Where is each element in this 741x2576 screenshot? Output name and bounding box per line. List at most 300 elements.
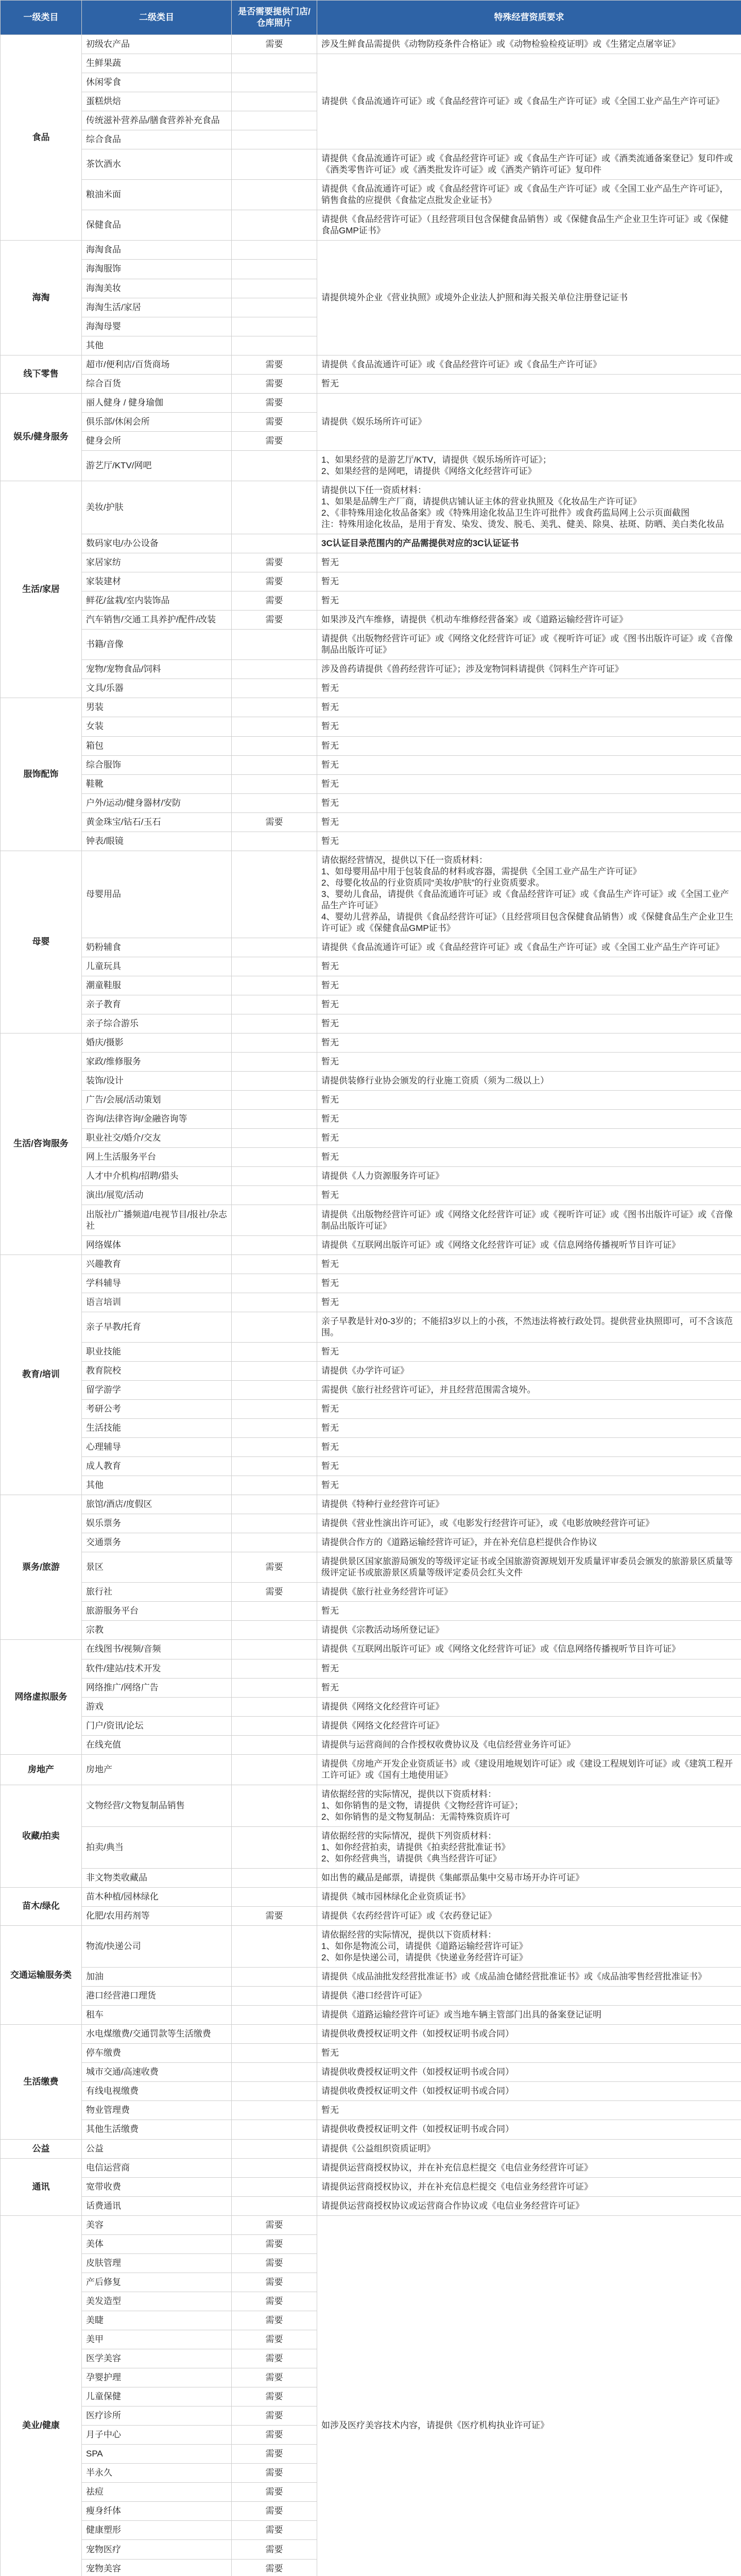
category-level2: 网络推广/网络广告	[82, 1678, 232, 1697]
category-level2: 港口经营港口理货	[82, 1987, 232, 2006]
category-level2: 海淘食品	[82, 241, 232, 260]
qualification-requirement: 涉及兽药请提供《兽药经营许可证》；涉及宠物饲料请提供《饲料生产许可证》	[317, 660, 741, 679]
photo-required	[232, 736, 317, 755]
qualification-requirement: 暂无	[317, 2101, 741, 2120]
category-level2: 黄金珠宝/钻石/玉石	[82, 812, 232, 832]
qualification-requirement: 请提供收费授权证明文件（如授权证明书或合同）	[317, 2120, 741, 2139]
table-row	[1, 2177, 741, 2196]
qualification-requirement: 请提供《食品经营许可证》（且经营项目包含保健食品销售）或《保健食品生产企业卫生许可证》或《保健食品GMP证书》	[317, 210, 741, 241]
category-level2: 其他生活缴费	[82, 2120, 232, 2139]
category-level2: 门户/资讯/论坛	[82, 1716, 232, 1735]
table-row	[1, 1552, 741, 1583]
category-level2: 语言培训	[82, 1293, 232, 1312]
category-level2: 网络媒体	[82, 1235, 232, 1255]
qualification-requirement: 请提供《娱乐场所许可证》	[317, 393, 741, 450]
photo-required	[232, 2196, 317, 2215]
photo-required: 需要	[232, 2215, 317, 2234]
photo-required	[232, 1602, 317, 1621]
qualification-requirement: 暂无	[317, 1129, 741, 1148]
category-level1: 线下零售	[1, 355, 82, 393]
qualification-requirement: 请提供《人力资源服务许可证》	[317, 1167, 741, 1186]
category-level2: 水电煤缴费/交通罚款等生活缴费	[82, 2025, 232, 2044]
table-row	[1, 1987, 741, 2006]
qualification-requirement: 请提供《出版物经营许可证》或《网络文化经营许可证》或《视听许可证》或《图书出版许可证》或《音像制品出版许可证》	[317, 1205, 741, 1235]
photo-required: 需要	[232, 412, 317, 431]
category-level2: 产后修复	[82, 2273, 232, 2292]
category-level2: 亲子早教/托育	[82, 1312, 232, 1342]
category-level2: 孕婴护理	[82, 2368, 232, 2387]
qualification-requirement: 亲子早教是针对0-3岁的；不能招3岁以上的小孩，不然违法将被行政处罚。提供营业执照即可，可不含该范围。	[317, 1312, 741, 1342]
category-level1: 教育/培训	[1, 1255, 82, 1495]
table-row	[1, 793, 741, 812]
qualification-requirement: 暂无	[317, 717, 741, 736]
table-row	[1, 995, 741, 1014]
qualification-requirement: 暂无	[317, 1457, 741, 1476]
table-row	[1, 241, 741, 260]
qualification-requirement: 请提供《道路运输经营许可证》或当地车辆主管部门出具的备案登记证明	[317, 2006, 741, 2025]
category-level2: 亲子综合游乐	[82, 1014, 232, 1033]
photo-required	[232, 2120, 317, 2139]
category-level2: 游戏	[82, 1697, 232, 1716]
category-level2: 职业技能	[82, 1342, 232, 1361]
table-row	[1, 2215, 741, 2234]
table-row	[1, 938, 741, 957]
category-level2: 美甲	[82, 2330, 232, 2349]
qualification-requirement: 请提供《办学许可证》	[317, 1361, 741, 1380]
category-level2: 咨询/法律咨询/金融咨询等	[82, 1110, 232, 1129]
table-row	[1, 1659, 741, 1678]
category-level2: 鞋靴	[82, 774, 232, 793]
table-row	[1, 1906, 741, 1925]
category-level2: 宠物/宠物食品/饲料	[82, 660, 232, 679]
category-level2: 医疗诊所	[82, 2406, 232, 2426]
photo-required	[232, 111, 317, 130]
table-row	[1, 1235, 741, 1255]
table-row	[1, 698, 741, 717]
qualification-requirement: 暂无	[317, 755, 741, 774]
photo-required: 需要	[232, 1906, 317, 1925]
table-row	[1, 630, 741, 660]
category-level2: 综合服饰	[82, 755, 232, 774]
qualification-requirement: 暂无	[317, 1399, 741, 1418]
category-level2: 其他	[82, 1476, 232, 1495]
qualification-requirement: 请依据经营的实际情况，提供以下资质材料： 1、如你销售的是文物，请提供《文物经营许可证》； 2、如你销售的是文物复制品：无需特殊资质许可	[317, 1785, 741, 1826]
table-row	[1, 1274, 741, 1293]
qualification-requirement: 请提供《特种行业经营许可证》	[317, 1495, 741, 1514]
table-row	[1, 2120, 741, 2139]
photo-required	[232, 279, 317, 298]
qualification-requirement: 请提供《农药经营许可证》或《农药登记证》	[317, 1906, 741, 1925]
category-level2: 拍卖/典当	[82, 1826, 232, 1868]
photo-required	[232, 1457, 317, 1476]
table-row	[1, 1785, 741, 1826]
table-row	[1, 1640, 741, 1659]
category-level2: 皮肤管理	[82, 2253, 232, 2273]
category-level2: 软件/建站/技术开发	[82, 1659, 232, 1678]
category-level2: 租车	[82, 2006, 232, 2025]
photo-required	[232, 92, 317, 111]
category-level2: 户外/运动/健身器材/安防	[82, 793, 232, 812]
table-row	[1, 1110, 741, 1129]
table-row	[1, 1129, 741, 1148]
qualification-requirement: 请提供《港口经营许可证》	[317, 1987, 741, 2006]
category-level2: 保健食品	[82, 210, 232, 241]
table-row	[1, 2139, 741, 2158]
photo-required	[232, 1476, 317, 1495]
category-level1: 海淘	[1, 241, 82, 355]
category-level1: 娱乐/健身服务	[1, 393, 82, 481]
table-row	[1, 1514, 741, 1533]
category-level2: 家政/维修服务	[82, 1053, 232, 1072]
qualification-requirement: 请提供《旅行社业务经营许可证》	[317, 1583, 741, 1602]
table-row	[1, 1926, 741, 1968]
table-row	[1, 210, 741, 241]
photo-required	[232, 2158, 317, 2177]
category-level2: 在线充值	[82, 1735, 232, 1754]
table-row	[1, 450, 741, 481]
photo-required	[232, 1380, 317, 1399]
table-row	[1, 1678, 741, 1697]
table-row	[1, 1602, 741, 1621]
category-level1: 房地产	[1, 1754, 82, 1785]
table-row	[1, 1091, 741, 1110]
table-row	[1, 2044, 741, 2063]
header-requirement: 特殊经营资质要求	[317, 1, 741, 35]
qualification-requirement: 暂无	[317, 995, 741, 1014]
photo-required	[232, 2025, 317, 2044]
category-level2: 网上生活服务平台	[82, 1148, 232, 1167]
photo-required	[232, 1785, 317, 1826]
category-level2: 职业社交/婚介/交友	[82, 1129, 232, 1148]
photo-required: 需要	[232, 35, 317, 54]
photo-required	[232, 1205, 317, 1235]
category-level2: 海淘服饰	[82, 260, 232, 279]
photo-required: 需要	[232, 2273, 317, 2292]
photo-required	[232, 1072, 317, 1091]
table-row	[1, 572, 741, 591]
photo-required	[232, 660, 317, 679]
category-level2: 公益	[82, 2139, 232, 2158]
category-level2: 教育院校	[82, 1361, 232, 1380]
qualification-requirement: 暂无	[317, 1053, 741, 1072]
category-level1: 公益	[1, 2139, 82, 2158]
qualification-requirement: 请提供《成品油批发经营批准证书》或《成品油仓储经营批准证书》或《成品油零售经营批准证书》	[317, 1968, 741, 1987]
qualification-requirement: 请提供《公益组织资质证明》	[317, 2139, 741, 2158]
photo-required	[232, 260, 317, 279]
table-body	[1, 35, 741, 2576]
photo-required	[232, 1312, 317, 1342]
category-level1: 美业/健康	[1, 2215, 82, 2576]
photo-required	[232, 1887, 317, 1906]
qualification-requirement: 暂无	[317, 832, 741, 851]
qualification-requirement: 暂无	[317, 812, 741, 832]
qualification-requirement: 暂无	[317, 976, 741, 995]
photo-required	[232, 1014, 317, 1033]
category-level2: 祛痘	[82, 2483, 232, 2502]
photo-required: 需要	[232, 812, 317, 832]
photo-required	[232, 1640, 317, 1659]
table-row	[1, 149, 741, 180]
qualification-requirement: 请依据经营的实际情况，提供以下资质材料： 1、如你是物流公司，请提供《道路运输经营许可证》 2、如你是快递公司，请提供《快递业务经营许可证》	[317, 1926, 741, 1968]
category-level2: 景区	[82, 1552, 232, 1583]
photo-required: 需要	[232, 2253, 317, 2273]
category-level2: 传统滋补营养品/膳食营养补充食品	[82, 111, 232, 130]
category-level2: 初级农产品	[82, 35, 232, 54]
table-row	[1, 1380, 741, 1399]
category-level2: 茶饮酒水	[82, 149, 232, 180]
category-level1: 收藏/拍卖	[1, 1785, 82, 1887]
category-level2: 钟表/眼镜	[82, 832, 232, 851]
category-level2: 俱乐部/休闲会所	[82, 412, 232, 431]
photo-required	[232, 976, 317, 995]
photo-required: 需要	[232, 393, 317, 412]
photo-required	[232, 1293, 317, 1312]
category-level2: 美容	[82, 2215, 232, 2234]
category-level2: 美睫	[82, 2311, 232, 2330]
photo-required	[232, 630, 317, 660]
table-row	[1, 355, 741, 374]
photo-required	[232, 1399, 317, 1418]
qualification-requirement: 暂无	[317, 793, 741, 812]
table-row	[1, 374, 741, 393]
photo-required	[232, 1514, 317, 1533]
table-row	[1, 2063, 741, 2082]
header-photo: 是否需要提供门店/仓库照片	[232, 1, 317, 35]
photo-required: 需要	[232, 431, 317, 450]
table-row	[1, 774, 741, 793]
category-level2: 美妆/护肤	[82, 481, 232, 534]
qualification-requirement: 暂无	[317, 553, 741, 572]
photo-required	[232, 241, 317, 260]
photo-required	[232, 1091, 317, 1110]
category-level2: 城市交通/高速收费	[82, 2063, 232, 2082]
table-row	[1, 1342, 741, 1361]
category-level2: 潮童鞋服	[82, 976, 232, 995]
category-level2: SPA	[82, 2445, 232, 2464]
qualification-requirement: 请提供收费授权证明文件（如授权证明书或合同）	[317, 2025, 741, 2044]
qualification-requirement: 暂无	[317, 698, 741, 717]
qualification-requirement: 请提供以下任一资质材料： 1、如果是品牌生产厂商，请提供店铺认证主体的营业执照及《化妆品生产许可证》 2、《非特殊用途化妆品备案》或《特殊用途化妆品卫生许可批件》或食药监局网上公示页面截图 注：特殊用途化妆品，是用于育发、染发、烫发、脱毛、美乳、健美、除臭、祛斑、防晒、美白类化妆品	[317, 481, 741, 534]
photo-required	[232, 957, 317, 976]
category-level1: 母婴	[1, 851, 82, 1033]
category-level2: 成人教育	[82, 1457, 232, 1476]
category-level1: 票务/旅游	[1, 1495, 82, 1640]
category-level2: 半永久	[82, 2464, 232, 2483]
category-level2: 电信运营商	[82, 2158, 232, 2177]
category-level2: 母婴用品	[82, 851, 232, 938]
photo-required	[232, 1968, 317, 1987]
category-level2: 月子中心	[82, 2426, 232, 2445]
qualification-requirement: 暂无	[317, 1255, 741, 1274]
qualification-requirement: 如果涉及汽车维修，请提供《机动车维修经营备案》或《道路运输经营许可证》	[317, 611, 741, 630]
category-level2: 加油	[82, 1968, 232, 1987]
photo-required	[232, 130, 317, 149]
photo-required	[232, 1533, 317, 1552]
qualification-requirement: 暂无	[317, 1602, 741, 1621]
qualification-requirement: 暂无	[317, 374, 741, 393]
category-level2: 家装建材	[82, 572, 232, 591]
qualification-requirement: 请提供景区国家旅游局颁发的等级评定证书或全国旅游资源规划开发质量评审委员会颁发的旅游景区质量等级评定证书或旅游景区质量等级评定委员会红头文件	[317, 1552, 741, 1583]
category-level2: 旅游服务平台	[82, 1602, 232, 1621]
qualification-requirement: 请提供《食品流通许可证》或《食品经营许可证》或《食品生产许可证》或《全国工业产品生产许可证》	[317, 938, 741, 957]
qualification-requirement: 暂无	[317, 1186, 741, 1205]
table-row	[1, 481, 741, 534]
category-level2: 海淘生活/家居	[82, 298, 232, 317]
photo-required	[232, 1274, 317, 1293]
category-level2: 旅馆/酒店/度假区	[82, 1495, 232, 1514]
photo-required	[232, 1716, 317, 1735]
photo-required: 需要	[232, 374, 317, 393]
table-row	[1, 1014, 741, 1033]
photo-required	[232, 1868, 317, 1887]
category-level2: 海淘美妆	[82, 279, 232, 298]
photo-required: 需要	[232, 2559, 317, 2576]
photo-required	[232, 1438, 317, 1457]
qualification-requirement: 请提供运营商授权协议，并在补充信息栏提交《电信业务经营许可证》	[317, 2177, 741, 2196]
photo-required: 需要	[232, 2521, 317, 2540]
category-level2: 化肥/农用药剂等	[82, 1906, 232, 1925]
category-level2: 物业管理费	[82, 2101, 232, 2120]
table-row	[1, 591, 741, 611]
category-level2: 休闲零食	[82, 73, 232, 92]
photo-required: 需要	[232, 2311, 317, 2330]
qualification-requirement: 暂无	[317, 1678, 741, 1697]
category-level2: 宽带收费	[82, 2177, 232, 2196]
category-level2: 亲子教育	[82, 995, 232, 1014]
table-row	[1, 851, 741, 938]
photo-required	[232, 1053, 317, 1072]
category-level2: 鲜花/盆栽/室内装饰品	[82, 591, 232, 611]
table-row	[1, 54, 741, 73]
table-row	[1, 1716, 741, 1735]
qualification-requirement: 请提供《营业性演出许可证》，或《电影发行经营许可证》，或《电影放映经营许可证》	[317, 1514, 741, 1533]
category-level1: 食品	[1, 35, 82, 241]
category-level2: 箱包	[82, 736, 232, 755]
qualification-requirement: 请提供收费授权证明文件（如授权证明书或合同）	[317, 2082, 741, 2101]
photo-required	[232, 774, 317, 793]
qualification-requirement: 请提供《食品流通许可证》或《食品经营许可证》或《食品生产许可证》或《全国工业产品生产许可证》	[317, 54, 741, 149]
qualification-requirement: 暂无	[317, 1033, 741, 1053]
qualification-requirement: 暂无	[317, 591, 741, 611]
photo-required	[232, 2139, 317, 2158]
qualification-requirement: 暂无	[317, 1110, 741, 1129]
photo-required	[232, 679, 317, 698]
photo-required	[232, 938, 317, 957]
qualification-requirement: 请提供《城市园林绿化企业资质证书》	[317, 1887, 741, 1906]
category-level2: 儿童保健	[82, 2387, 232, 2406]
category-level1: 苗木/绿化	[1, 1887, 82, 1925]
category-level2: 人才中介机构/招聘/猎头	[82, 1167, 232, 1186]
category-level2: 宠物美容	[82, 2559, 232, 2576]
photo-required: 需要	[232, 2330, 317, 2349]
table-row	[1, 1205, 741, 1235]
qualification-requirement: 暂无	[317, 1438, 741, 1457]
photo-required: 需要	[232, 2445, 317, 2464]
category-level2: 美发造型	[82, 2292, 232, 2311]
qualification-requirement: 涉及生鲜食品需提供《动物防疫条件合格证》或《动物检验检疫证明》或《生猪定点屠宰证》	[317, 35, 741, 54]
qualification-requirement: 暂无	[317, 1418, 741, 1437]
qualification-requirement: 请提供合作方的《道路运输经营许可证》，并在补充信息栏提供合作协议	[317, 1533, 741, 1552]
table-row	[1, 1697, 741, 1716]
table-row	[1, 1399, 741, 1418]
table-row	[1, 1476, 741, 1495]
table-row	[1, 1255, 741, 1274]
category-level2: 健身会所	[82, 431, 232, 450]
qualification-requirement: 请提供运营商授权协议，并在补充信息栏提交《电信业务经营许可证》	[317, 2158, 741, 2177]
qualification-requirement: 请提供《食品流通许可证》或《食品经营许可证》或《食品生产许可证》	[317, 355, 741, 374]
category-level2: 男装	[82, 698, 232, 717]
photo-required	[232, 1342, 317, 1361]
qualification-requirement: 暂无	[317, 679, 741, 698]
category-level1: 服饰配饰	[1, 698, 82, 851]
table-row	[1, 976, 741, 995]
photo-required: 需要	[232, 2483, 317, 2502]
photo-required	[232, 73, 317, 92]
photo-required	[232, 450, 317, 481]
category-level2: 出版社/广播频道/电视节目/报社/杂志社	[82, 1205, 232, 1235]
photo-required	[232, 298, 317, 317]
table-row	[1, 2082, 741, 2101]
category-level2: 综合食品	[82, 130, 232, 149]
table-row	[1, 755, 741, 774]
category-level1: 通讯	[1, 2158, 82, 2215]
table-row	[1, 2025, 741, 2044]
photo-required	[232, 54, 317, 73]
table-row	[1, 1167, 741, 1186]
photo-required	[232, 1621, 317, 1640]
photo-required: 需要	[232, 2426, 317, 2445]
category-level2: 文物经营/文物复制品销售	[82, 1785, 232, 1826]
photo-required	[232, 1033, 317, 1053]
category-level2: 综合百货	[82, 374, 232, 393]
photo-required	[232, 1235, 317, 1255]
qualification-requirement: 暂无	[317, 957, 741, 976]
category-level2: 留学游学	[82, 1380, 232, 1399]
photo-required: 需要	[232, 2368, 317, 2387]
photo-required	[232, 851, 317, 938]
table-row	[1, 957, 741, 976]
photo-required	[232, 793, 317, 812]
photo-required	[232, 755, 317, 774]
qualification-requirement: 请提供《食品流通许可证》或《食品经营许可证》或《食品生产许可证》或《酒类流通备案登记》复印件或《酒类零售许可证》或《酒类批发许可证》或《酒类产销许可证》复印件	[317, 149, 741, 180]
photo-required	[232, 1678, 317, 1697]
table-row	[1, 1826, 741, 1868]
photo-required	[232, 1186, 317, 1205]
category-level2: 健康塑形	[82, 2521, 232, 2540]
qualification-requirement: 暂无	[317, 1091, 741, 1110]
photo-required	[232, 1926, 317, 1968]
header-row	[1, 1, 741, 35]
photo-required: 需要	[232, 2464, 317, 2483]
photo-required	[232, 180, 317, 210]
category-level2: 女装	[82, 717, 232, 736]
category-level2: 数码家电/办公设备	[82, 534, 232, 553]
table-row	[1, 1868, 741, 1887]
photo-required	[232, 149, 317, 180]
photo-required	[232, 1418, 317, 1437]
category-level2: 苗木种植/园林绿化	[82, 1887, 232, 1906]
photo-required	[232, 1697, 317, 1716]
qualification-requirement: 如涉及医疗美容技术内容，请提供《医疗机构执业许可证》	[317, 2215, 741, 2576]
category-level2: 丽人健身 / 健身瑜伽	[82, 393, 232, 412]
qualification-requirement: 暂无	[317, 2044, 741, 2063]
category-level2: 学科辅导	[82, 1274, 232, 1293]
category-level1: 交通运输服务类	[1, 1926, 82, 2025]
table-row	[1, 1754, 741, 1785]
table-row	[1, 180, 741, 210]
qualification-requirement: 暂无	[317, 774, 741, 793]
photo-required: 需要	[232, 2387, 317, 2406]
